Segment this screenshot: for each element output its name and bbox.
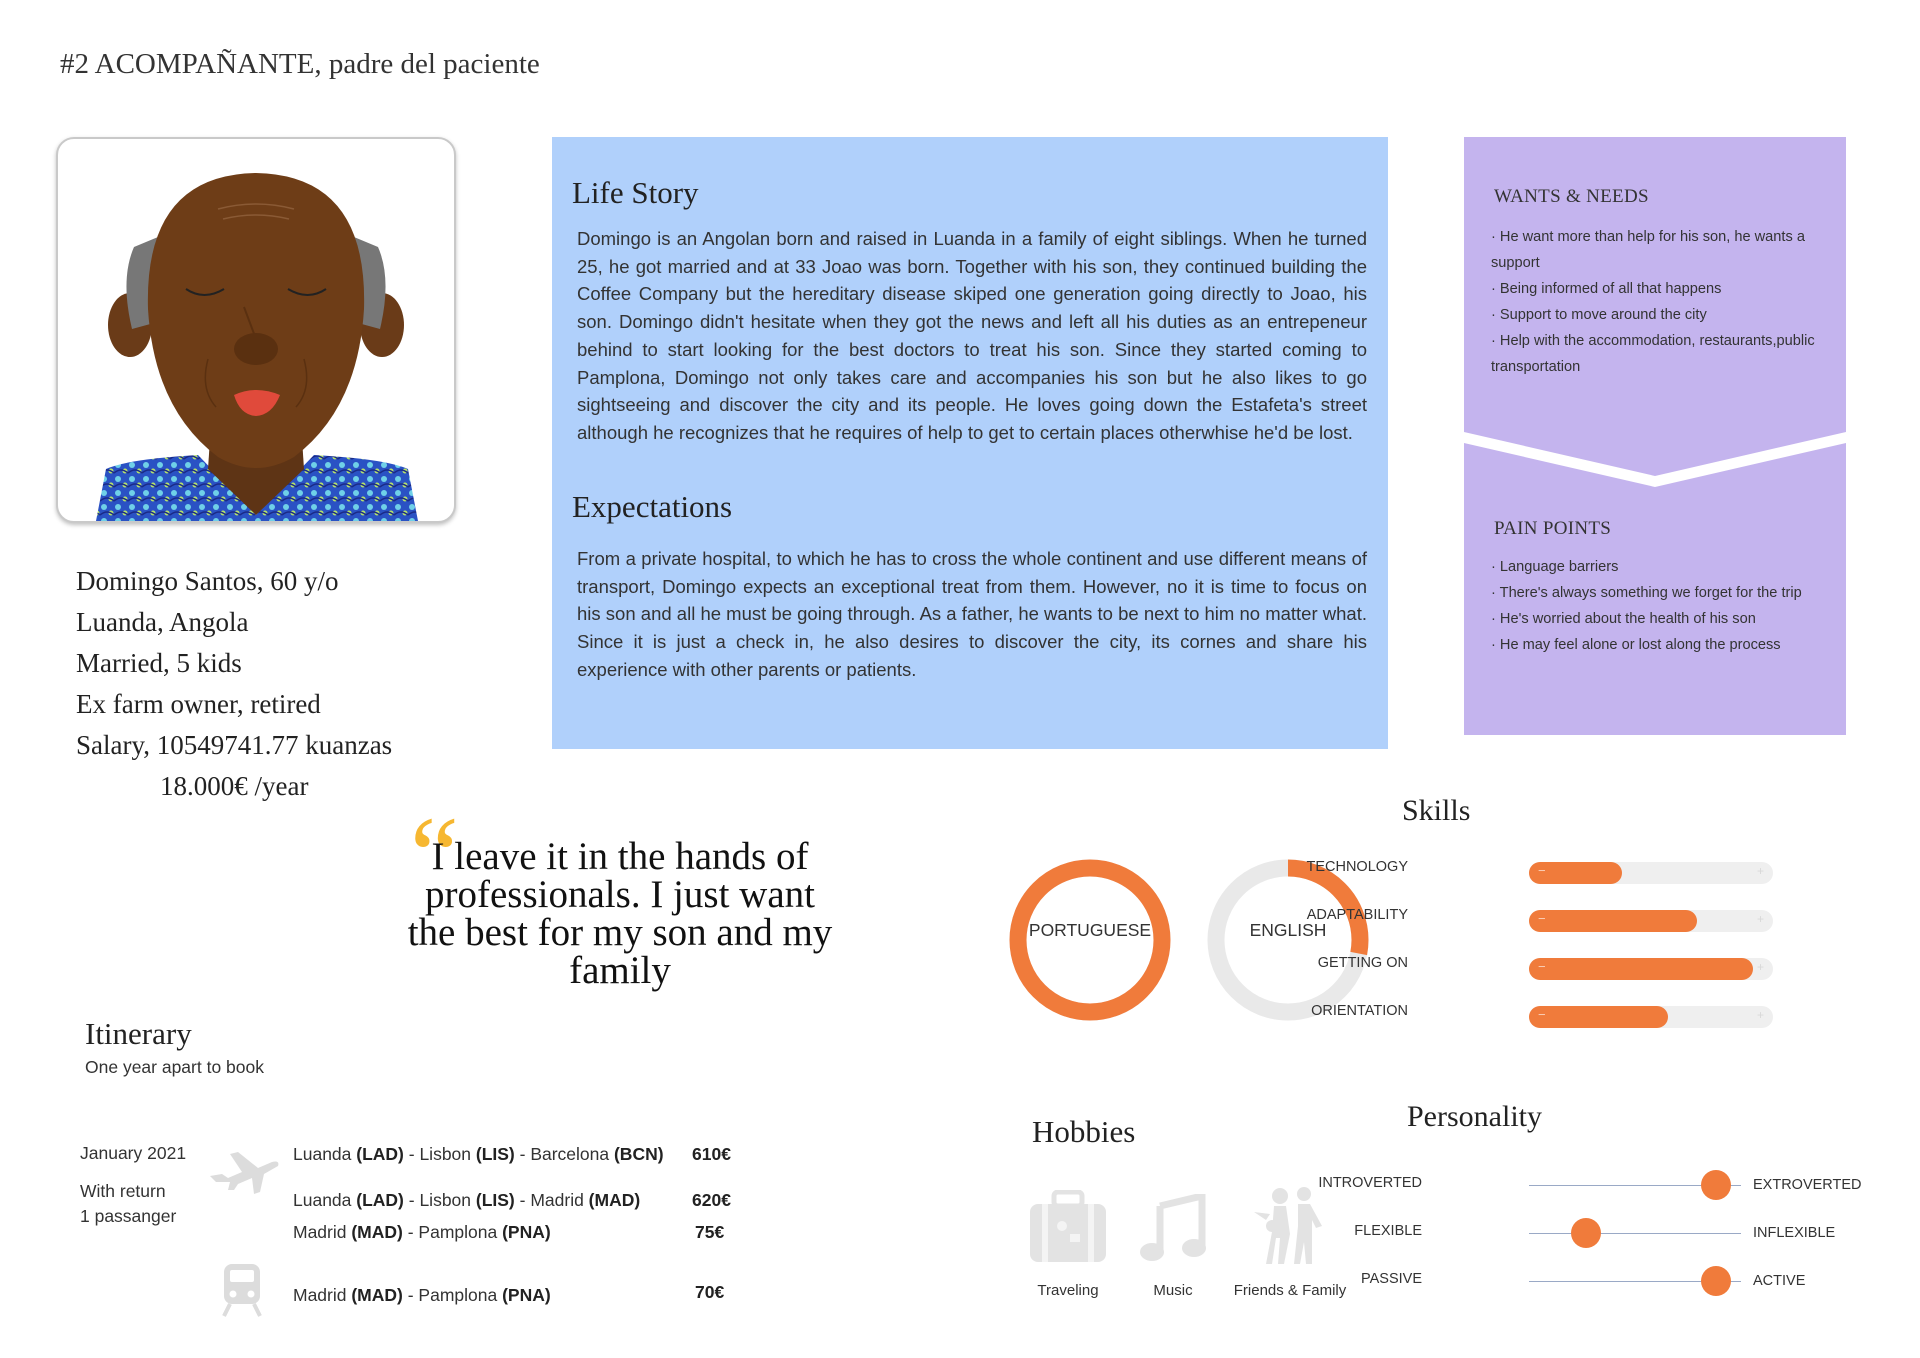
- profile-salary-eur: 18.000€ /year: [160, 771, 309, 801]
- itinerary-date: January 2021: [80, 1143, 187, 1163]
- wants-needs-item: · He want more than help for his son, he wants a support: [1491, 229, 1805, 271]
- life-story-panel: [552, 137, 1388, 749]
- suitcase-icon: [1028, 1190, 1108, 1264]
- pain-points-heading: PAIN POINTS: [1494, 518, 1612, 539]
- personality-left-label: PASSIVE: [1361, 1271, 1422, 1287]
- route-city: - Madrid: [514, 1190, 589, 1210]
- itinerary-route: [293, 1190, 640, 1211]
- skill-minus-icon: −: [1538, 911, 1546, 926]
- skill-plus-icon: +: [1756, 864, 1764, 878]
- skill-plus-icon: +: [1756, 912, 1764, 926]
- personality-slider-knob: [1701, 1170, 1731, 1200]
- itinerary-route: [293, 1222, 551, 1243]
- route-city: - Pamplona: [402, 1222, 503, 1242]
- route-code: (LAD): [356, 1144, 404, 1164]
- personality-left-label: INTROVERTED: [1318, 1175, 1422, 1191]
- train-icon: [220, 1262, 264, 1318]
- avatar: [56, 137, 456, 523]
- skill-fill: [1529, 910, 1697, 932]
- avatar-illustration: [58, 139, 454, 521]
- quote-mark-icon: “: [410, 794, 459, 916]
- route-price: 620€: [692, 1190, 731, 1210]
- skill-fill: [1529, 1006, 1668, 1028]
- personality-slider-knob: [1701, 1266, 1731, 1296]
- route-city: - Lisbon: [403, 1190, 476, 1210]
- family-icon: [1250, 1186, 1330, 1266]
- personality-right-label: ACTIVE: [1753, 1273, 1806, 1289]
- route-code: (MAD): [351, 1222, 403, 1242]
- skill-label: ADAPTABILITY: [1306, 907, 1408, 923]
- route-city: Luanda: [293, 1144, 357, 1164]
- personality-slider-knob: [1571, 1218, 1601, 1248]
- profile-occupation: Ex farm owner, retired: [76, 689, 321, 719]
- life-story-heading: Life Story: [572, 175, 699, 210]
- route-code: (PNA): [502, 1222, 551, 1242]
- personality-slider-track: [1529, 1185, 1741, 1186]
- skill-minus-icon: −: [1538, 1007, 1546, 1022]
- itinerary-route: [293, 1144, 664, 1165]
- skill-label: TECHNOLOGY: [1306, 859, 1408, 875]
- life-story-text: Domingo is an Angolan born and raised in Luanda in a family of eight siblings. When he turned 25, he got married and at 33 Joao was born. Together with his son, they continued building the Coffee Company but the hereditary disease skiped one generation going directly to Joao, his son. Domingo didn't hesitate when they got the news and left all his duties as an entrepeneur behind to start looking for the best doctors to treat his son. Since they started coming to Pamplona, Domingo not only takes care and accompanies his son but he also likes to go sightseeing and discover the city and its people. He loves going down the Estafeta's street although he recognizes that he requires of help to get to certain places otherwhise he'd be lost.: [577, 228, 1367, 443]
- personality-slider-track: [1529, 1281, 1741, 1282]
- skill-minus-icon: −: [1538, 863, 1546, 878]
- profile-family: Married, 5 kids: [76, 648, 242, 678]
- skill-fill: [1529, 958, 1753, 980]
- route-city: Madrid: [293, 1222, 352, 1242]
- skill-minus-icon: −: [1538, 959, 1546, 974]
- skill-plus-icon: +: [1756, 960, 1764, 974]
- route-city: - Barcelona: [514, 1144, 614, 1164]
- persona-quote: I leave it in the hands of professionals. I just want the best for my son and my family: [407, 835, 833, 992]
- profile-location: Luanda, Angola: [76, 607, 249, 637]
- route-code: (LIS): [475, 1190, 515, 1210]
- hobby-label: Music: [1153, 1282, 1193, 1299]
- wants-needs-item: · Help with the accommodation, restaurants,public transportation: [1491, 333, 1815, 375]
- route-code: (LIS): [475, 1144, 515, 1164]
- language-label-portuguese: PORTUGUESE: [1028, 920, 1152, 940]
- route-code: (LAD): [356, 1190, 404, 1210]
- hobby-label: Traveling: [1037, 1282, 1099, 1299]
- itinerary-route: [293, 1285, 551, 1306]
- page-title: #2 ACOMPAÑANTE, padre del paciente: [60, 48, 540, 80]
- pain-points-list: [1491, 554, 1831, 658]
- route-code: (MAD): [588, 1190, 641, 1210]
- skill-track: [1529, 910, 1773, 932]
- route-code: (MAD): [351, 1285, 403, 1305]
- wants-needs-item: · Being informed of all that happens: [1491, 281, 1722, 297]
- expectations-text: From a private hospital, to which he has to cross the whole continent and use different means of transport, Domingo expects an exceptional treat from them. However, no it is time to focus on his son and all he must be going through. As a father, he wants to be next to him no matter what. Since it is just a check in, he also desires to discover the city, its cornes and share his experience with other parents or patients.: [577, 548, 1367, 680]
- music-note-icon: [1140, 1194, 1206, 1264]
- itinerary-trip-type: With return: [80, 1181, 166, 1201]
- skill-track: [1529, 958, 1773, 980]
- hobby-label: Friends & Family: [1233, 1282, 1347, 1299]
- pain-points-item: · Language barriers: [1491, 559, 1619, 575]
- pain-points-item: · There's always something we forget for the trip: [1491, 585, 1802, 601]
- skills-heading: Skills: [1402, 794, 1471, 827]
- route-price: 75€: [695, 1222, 725, 1242]
- hobbies-heading: Hobbies: [1032, 1114, 1136, 1149]
- route-city: - Lisbon: [403, 1144, 476, 1164]
- personality-right-label: INFLEXIBLE: [1753, 1225, 1836, 1241]
- personality-left-label: FLEXIBLE: [1354, 1223, 1422, 1239]
- profile-name-age: Domingo Santos, 60 y/o: [76, 566, 339, 596]
- route-price: 70€: [695, 1282, 725, 1302]
- itinerary-heading: Itinerary: [85, 1016, 192, 1051]
- expectations-heading: Expectations: [572, 489, 733, 524]
- wants-needs-list: [1491, 224, 1831, 380]
- route-city: - Pamplona: [402, 1285, 503, 1305]
- profile-salary: Salary, 10549741.77 kuanzas: [76, 730, 393, 760]
- route-price: 610€: [692, 1144, 731, 1164]
- skill-track: [1529, 862, 1773, 884]
- route-city: Luanda: [293, 1190, 357, 1210]
- route-city: Madrid: [293, 1285, 352, 1305]
- route-code: (BCN): [613, 1144, 664, 1164]
- airplane-icon: [208, 1150, 280, 1196]
- personality-right-label: EXTROVERTED: [1753, 1177, 1862, 1193]
- language-label-english: ENGLISH: [1249, 920, 1327, 940]
- route-code: (PNA): [502, 1285, 551, 1305]
- personality-slider-track: [1529, 1233, 1741, 1234]
- skill-plus-icon: +: [1756, 1008, 1764, 1022]
- skill-track: [1529, 1006, 1773, 1028]
- wants-needs-item: · Support to move around the city: [1491, 307, 1707, 323]
- skill-label: GETTING ON: [1317, 955, 1408, 971]
- wants-needs-heading: WANTS & NEEDS: [1494, 186, 1649, 207]
- pain-points-item: · He's worried about the health of his son: [1491, 611, 1756, 627]
- pain-points-item: · He may feel alone or lost along the process: [1491, 637, 1781, 653]
- personality-heading: Personality: [1407, 1100, 1542, 1133]
- itinerary-subtitle: One year apart to book: [85, 1057, 264, 1077]
- skill-label: ORIENTATION: [1311, 1003, 1408, 1019]
- itinerary-passengers: 1 passanger: [80, 1206, 177, 1226]
